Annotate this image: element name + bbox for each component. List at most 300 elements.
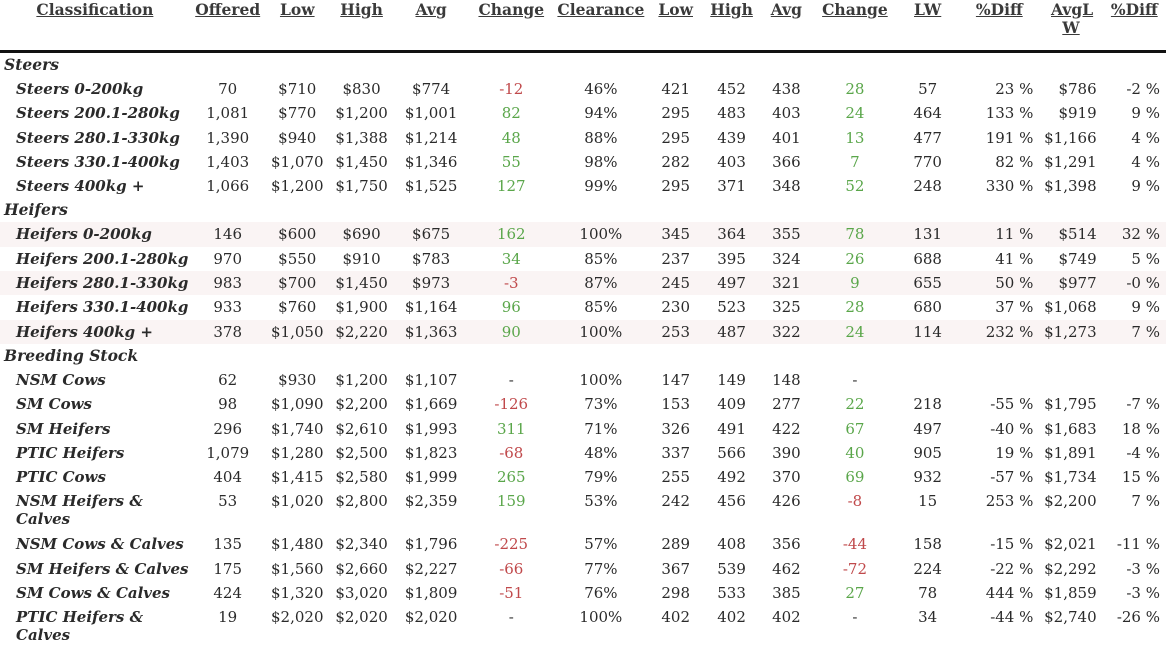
classification-cell: Heifers 280.1-330kg (0, 271, 190, 295)
change2-cell: 24 (845, 104, 865, 123)
avg-cell: $1,796 (394, 532, 468, 556)
diff2-cell: 4 % (1131, 152, 1160, 171)
avg2-cell: 324 (759, 247, 814, 271)
group-title: Breeding Stock (4, 345, 139, 365)
diff-cell: 330 % (959, 174, 1039, 198)
offered-cell: 135 (190, 532, 266, 556)
table-row[interactable] (0, 417, 1166, 441)
low-cell: $1,740 (266, 417, 329, 441)
change-cell: 96 (468, 295, 554, 319)
avg-cell: $783 (394, 247, 468, 271)
low-cell: $2,020 (271, 608, 324, 627)
avglw-cell (1039, 368, 1102, 392)
classification-cell: PTIC Cows (0, 465, 190, 489)
high2-cell: 364 (704, 222, 759, 246)
classification-cell: Heifers 330.1-400kg (0, 295, 190, 319)
change-cell: 127 (468, 174, 554, 198)
low2-cell: 337 (661, 443, 691, 462)
table-row[interactable] (0, 441, 1166, 465)
change2-cell: 40 (845, 443, 865, 462)
high2-cell: 408 (704, 532, 759, 556)
table-row[interactable] (0, 150, 1166, 174)
lw-cell: 131 (896, 222, 959, 246)
offered-cell: 98 (218, 395, 238, 414)
high2-cell: 149 (704, 368, 759, 392)
high2-cell: 395 (704, 247, 759, 271)
offered-cell: 1,066 (190, 174, 266, 198)
change2-cell: 28 (814, 77, 896, 101)
avg2-cell: 401 (759, 126, 814, 150)
avglw-cell: $1,859 (1039, 581, 1102, 605)
avglw-cell: $1,273 (1039, 320, 1102, 344)
clearance-cell: 79% (554, 465, 647, 489)
high2-cell: 492 (704, 465, 759, 489)
diff-cell: 82 % (995, 152, 1034, 171)
classification-cell: SM Cows & Calves (0, 581, 190, 605)
low2-cell: 230 (647, 295, 704, 319)
lw-cell: 932 (896, 465, 959, 489)
column-header[interactable]: Offered (195, 0, 261, 19)
diff2-cell: -3 % (1103, 581, 1166, 605)
high-cell: $1,450 (335, 152, 388, 171)
offered-cell: 983 (190, 271, 266, 295)
change2-cell: -72 (842, 559, 867, 578)
low-cell: $1,415 (266, 465, 329, 489)
avg2-cell: 462 (772, 559, 801, 578)
offered-cell: 970 (190, 247, 266, 271)
column-header[interactable]: Change (822, 0, 888, 19)
table-row[interactable] (0, 101, 1166, 125)
low2-cell: 282 (661, 152, 691, 171)
classification-cell: Steers 0-200kg (0, 77, 190, 101)
change2-cell: 22 (845, 395, 865, 414)
lw-cell: 224 (913, 559, 942, 578)
table-row[interactable] (0, 557, 1166, 581)
high-cell: $690 (329, 222, 394, 246)
lw-cell: 688 (896, 247, 959, 271)
avg2-cell: 322 (759, 320, 814, 344)
column-header[interactable]: LW (914, 0, 942, 19)
high2-cell: 439 (704, 126, 759, 150)
lw-cell: 464 (913, 104, 942, 123)
table-row[interactable] (0, 605, 1166, 648)
column-header[interactable]: %Diff (975, 0, 1023, 19)
low-cell: $1,050 (266, 320, 329, 344)
column-header[interactable]: High (710, 0, 753, 19)
diff-cell: 11 % (959, 222, 1039, 246)
low-cell: $600 (266, 222, 329, 246)
avg2-cell: 438 (759, 77, 814, 101)
avg-cell: $675 (394, 222, 468, 246)
high2-cell: 409 (717, 395, 746, 414)
table-row[interactable] (0, 174, 1166, 198)
diff-cell: 23 % (959, 77, 1039, 101)
avglw-cell: $749 (1039, 247, 1102, 271)
classification-cell: SM Cows (16, 395, 92, 414)
low2-cell: 289 (647, 532, 704, 556)
clearance-cell: 48% (584, 443, 618, 462)
change-cell: -51 (468, 581, 554, 605)
lw-cell: 497 (896, 417, 959, 441)
classification-cell: NSM Cows (0, 368, 190, 392)
diff2-cell: 7 % (1131, 492, 1160, 511)
table-row[interactable] (0, 126, 1166, 150)
avg-cell: $1,107 (394, 368, 468, 392)
low-cell: $710 (266, 77, 329, 101)
column-header[interactable]: Classification (36, 0, 154, 19)
avg2-cell: 385 (759, 581, 814, 605)
diff2-cell (1103, 368, 1166, 392)
diff2-cell: -2 % (1103, 77, 1166, 101)
column-header[interactable]: %Diff (1110, 0, 1158, 19)
column-header[interactable]: Avg (770, 0, 803, 19)
low-cell: $1,320 (266, 581, 329, 605)
avg-cell: $973 (394, 271, 468, 295)
clearance-cell: 94% (584, 104, 618, 123)
change2-cell: 78 (814, 222, 896, 246)
classification-cell: PTIC Heifers (16, 443, 125, 462)
classification-cell: Steers 200.1-280kg (16, 104, 180, 123)
avglw-cell: $2,740 (1044, 608, 1097, 627)
column-header[interactable]: Change (478, 0, 545, 19)
offered-cell: 175 (213, 559, 243, 578)
clearance-cell: 73% (584, 395, 618, 414)
diff-cell (959, 368, 1039, 392)
change-cell: 90 (468, 320, 554, 344)
avglw-cell: $1,291 (1044, 152, 1097, 171)
avglw-cell: $1,734 (1039, 465, 1102, 489)
avg-cell: $1,823 (404, 443, 458, 462)
offered-cell: 1,079 (206, 443, 250, 462)
diff2-cell: 9 % (1103, 174, 1166, 198)
high2-cell: 523 (704, 295, 759, 319)
change-cell: 48 (468, 126, 554, 150)
avglw-cell: $2,200 (1044, 492, 1097, 511)
change-cell: 162 (468, 222, 554, 246)
diff-cell: -44 % (990, 608, 1034, 627)
avg2-cell: 390 (772, 443, 801, 462)
offered-cell: 19 (218, 608, 238, 627)
low2-cell: 367 (661, 559, 691, 578)
clearance-cell: 88% (554, 126, 647, 150)
diff2-cell: 32 % (1103, 222, 1166, 246)
avg2-cell: 403 (772, 104, 801, 123)
high-cell: $1,200 (329, 368, 394, 392)
avg-cell: $1,809 (394, 581, 468, 605)
clearance-cell: 87% (554, 271, 647, 295)
low2-cell: 242 (661, 492, 691, 511)
diff-cell: -15 % (959, 532, 1039, 556)
high-cell: $2,200 (335, 395, 388, 414)
change-cell: 34 (468, 247, 554, 271)
offered-cell: 53 (218, 492, 238, 511)
avg-cell: $1,001 (404, 104, 458, 123)
clearance-cell: 100% (554, 368, 647, 392)
clearance-cell: 77% (584, 559, 618, 578)
diff-cell: -22 % (990, 559, 1034, 578)
change2-cell: 13 (814, 126, 896, 150)
avg2-cell: 366 (772, 152, 801, 171)
change-cell: -3 (468, 271, 554, 295)
avg-cell: $2,227 (404, 559, 458, 578)
table-row[interactable] (0, 368, 1166, 392)
column-header[interactable]: Low (279, 0, 315, 19)
column-header[interactable]: Clearance (557, 0, 645, 19)
clearance-cell: 100% (554, 320, 647, 344)
low2-cell: 253 (647, 320, 704, 344)
change-cell: -68 (499, 443, 524, 462)
diff-cell: -57 % (959, 465, 1039, 489)
avg-cell: $1,669 (404, 395, 458, 414)
avg2-cell: 426 (772, 492, 801, 511)
high2-cell: 497 (704, 271, 759, 295)
avg-cell: $1,525 (394, 174, 468, 198)
lw-cell: 248 (896, 174, 959, 198)
table-row[interactable] (0, 532, 1166, 556)
lw-cell: 15 (918, 492, 938, 511)
high-cell: $1,900 (329, 295, 394, 319)
change-cell: 311 (468, 417, 554, 441)
table-body (0, 52, 1166, 649)
high2-cell: 487 (704, 320, 759, 344)
lw-cell: 57 (896, 77, 959, 101)
offered-cell: 424 (190, 581, 266, 605)
low2-cell: 255 (647, 465, 704, 489)
avg-cell: $774 (394, 77, 468, 101)
high-cell: $2,020 (335, 608, 388, 627)
classification-cell: SM Heifers & Calves (16, 559, 189, 578)
avg-cell: $1,993 (394, 417, 468, 441)
diff2-cell: 18 % (1103, 417, 1166, 441)
high-cell: $3,020 (329, 581, 394, 605)
low-cell: $550 (266, 247, 329, 271)
table-row[interactable] (0, 295, 1166, 319)
high-cell: $2,580 (329, 465, 394, 489)
column-header[interactable]: Avg (415, 0, 447, 19)
avg2-cell: 277 (772, 395, 801, 414)
low-cell: $700 (266, 271, 329, 295)
high2-cell: 452 (704, 77, 759, 101)
change2-cell: 26 (814, 247, 896, 271)
lw-cell: 34 (918, 608, 938, 627)
classification-cell: PTIC Heifers & Calves (16, 608, 144, 645)
classification-cell: Heifers 400kg + (0, 320, 190, 344)
offered-cell: 933 (190, 295, 266, 319)
high-cell: $2,500 (335, 443, 388, 462)
column-header[interactable]: Low (658, 0, 693, 19)
low-cell: $1,070 (271, 152, 324, 171)
clearance-cell: 98% (584, 152, 618, 171)
diff-cell: 50 % (959, 271, 1039, 295)
classification-cell: SM Heifers (0, 417, 190, 441)
diff2-cell: -11 % (1103, 532, 1166, 556)
high2-cell: 403 (717, 152, 746, 171)
clearance-cell: 99% (554, 174, 647, 198)
avglw-cell: $514 (1039, 222, 1102, 246)
lw-cell: 655 (896, 271, 959, 295)
low-cell: $1,020 (271, 492, 324, 511)
header-row (0, 0, 1166, 52)
diff-cell: 41 % (959, 247, 1039, 271)
table-row[interactable] (0, 77, 1166, 101)
avg2-cell: 356 (759, 532, 814, 556)
clearance-cell: 85% (554, 295, 647, 319)
change2-cell: 28 (814, 295, 896, 319)
offered-cell: 1,390 (190, 126, 266, 150)
avglw-cell: $2,292 (1044, 559, 1097, 578)
lw-cell: 680 (896, 295, 959, 319)
change-cell: - (508, 608, 514, 627)
change-cell: 55 (501, 152, 521, 171)
avglw-cell: $1,166 (1039, 126, 1102, 150)
avg2-cell: 355 (759, 222, 814, 246)
table-row[interactable] (0, 222, 1166, 246)
change2-cell: 27 (814, 581, 896, 605)
diff-cell: 133 % (985, 104, 1034, 123)
avg2-cell: 370 (759, 465, 814, 489)
avglw-cell: $977 (1039, 271, 1102, 295)
lw-cell: 78 (896, 581, 959, 605)
table-row[interactable] (0, 392, 1166, 416)
avglw-cell: $1,891 (1044, 443, 1097, 462)
change-cell: -126 (494, 395, 529, 414)
change2-cell: -8 (847, 492, 863, 511)
low2-cell: 326 (647, 417, 704, 441)
high-cell: $1,750 (329, 174, 394, 198)
high2-cell: 371 (704, 174, 759, 198)
diff2-cell: 4 % (1103, 126, 1166, 150)
diff2-cell: -4 % (1126, 443, 1160, 462)
diff2-cell: 9 % (1131, 104, 1160, 123)
change2-cell: 24 (814, 320, 896, 344)
avg2-cell: 402 (772, 608, 801, 627)
low2-cell: 295 (661, 104, 691, 123)
clearance-cell: 57% (554, 532, 647, 556)
group-header-row (0, 52, 1166, 78)
high-cell: $2,660 (335, 559, 388, 578)
low-cell: $770 (278, 104, 317, 123)
classification-cell: Steers 400kg + (0, 174, 190, 198)
diff2-cell: -0 % (1103, 271, 1166, 295)
change-cell: 159 (496, 492, 526, 511)
diff-cell: 19 % (995, 443, 1034, 462)
classification-cell: Steers 330.1-400kg (16, 152, 180, 171)
classification-cell: Steers 280.1-330kg (0, 126, 190, 150)
clearance-cell: 53% (584, 492, 618, 511)
diff-cell: -55 % (990, 395, 1034, 414)
change-cell: 265 (468, 465, 554, 489)
column-header[interactable]: High (340, 0, 383, 19)
high-cell: $2,800 (335, 492, 388, 511)
avglw-cell: $1,795 (1044, 395, 1097, 414)
change2-cell: 52 (814, 174, 896, 198)
low-cell: $1,560 (271, 559, 324, 578)
group-header-row (0, 198, 1166, 222)
low-cell: $1,480 (266, 532, 329, 556)
offered-cell: 1,081 (206, 104, 250, 123)
avg-cell: $1,363 (394, 320, 468, 344)
low2-cell: 421 (647, 77, 704, 101)
high2-cell: 456 (717, 492, 746, 511)
change-cell: 82 (501, 104, 521, 123)
table-row[interactable] (0, 581, 1166, 605)
diff2-cell: -3 % (1126, 559, 1160, 578)
avg-cell: $1,164 (394, 295, 468, 319)
clearance-cell: 76% (554, 581, 647, 605)
low2-cell: 245 (647, 271, 704, 295)
high-cell: $1,450 (329, 271, 394, 295)
classification-cell: NSM Heifers & Calves (16, 492, 143, 529)
avglw-cell: $2,021 (1039, 532, 1102, 556)
diff2-cell: -26 % (1116, 608, 1160, 627)
change-cell: -225 (468, 532, 554, 556)
high-cell: $2,220 (329, 320, 394, 344)
diff2-cell: 9 % (1103, 295, 1166, 319)
low-cell: $1,090 (271, 395, 324, 414)
group-title: Heifers (4, 200, 68, 220)
avg-cell: $2,359 (404, 492, 458, 511)
table-row[interactable] (0, 489, 1166, 532)
offered-cell: 378 (190, 320, 266, 344)
lw-cell: 770 (913, 152, 942, 171)
high-cell: $910 (329, 247, 394, 271)
change2-cell: - (852, 608, 858, 627)
column-header[interactable]: AvgL W (1051, 0, 1094, 37)
clearance-cell: 100% (579, 608, 623, 627)
low2-cell: 298 (647, 581, 704, 605)
high2-cell: 491 (704, 417, 759, 441)
diff-cell: 37 % (959, 295, 1039, 319)
low2-cell: 295 (647, 126, 704, 150)
clearance-cell: 71% (554, 417, 647, 441)
table-row[interactable] (0, 465, 1166, 489)
clearance-cell: 46% (554, 77, 647, 101)
low-cell: $1,200 (266, 174, 329, 198)
low2-cell: 237 (647, 247, 704, 271)
change2-cell: - (814, 368, 896, 392)
low2-cell: 147 (647, 368, 704, 392)
change2-cell: 9 (814, 271, 896, 295)
avg-cell: $2,020 (404, 608, 458, 627)
high2-cell: 533 (704, 581, 759, 605)
low-cell: $940 (266, 126, 329, 150)
offered-cell: 70 (190, 77, 266, 101)
change-cell: - (468, 368, 554, 392)
high2-cell: 539 (717, 559, 746, 578)
avg2-cell: 321 (759, 271, 814, 295)
low-cell: $1,280 (271, 443, 324, 462)
lw-cell: 218 (913, 395, 942, 414)
avglw-cell: $1,683 (1039, 417, 1102, 441)
low2-cell: 295 (647, 174, 704, 198)
table-row[interactable] (0, 247, 1166, 271)
high-cell: $1,200 (335, 104, 388, 123)
high-cell: $830 (329, 77, 394, 101)
low2-cell: 402 (661, 608, 691, 627)
diff-cell: -40 % (959, 417, 1039, 441)
high-cell: $1,388 (329, 126, 394, 150)
diff-cell: 444 % (959, 581, 1039, 605)
avg-cell: $1,214 (394, 126, 468, 150)
offered-cell: 146 (190, 222, 266, 246)
table-row[interactable] (0, 271, 1166, 295)
diff-cell: 232 % (959, 320, 1039, 344)
offered-cell: 404 (190, 465, 266, 489)
table-row[interactable] (0, 320, 1166, 344)
lw-cell: 905 (913, 443, 942, 462)
change2-cell: 69 (814, 465, 896, 489)
diff2-cell: 5 % (1103, 247, 1166, 271)
